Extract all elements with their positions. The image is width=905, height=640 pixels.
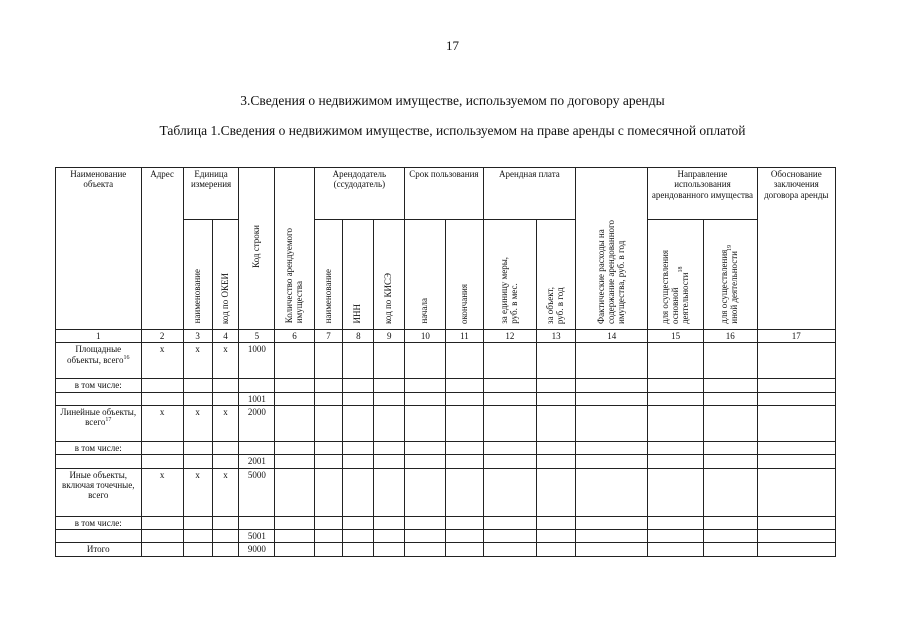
input-cell[interactable]	[314, 392, 343, 405]
rental-property-table	[55, 167, 836, 557]
header-lessor-kise	[374, 220, 405, 330]
input-cell[interactable]	[703, 406, 757, 442]
footnote-18: 18	[677, 266, 684, 273]
input-cell[interactable]	[275, 406, 314, 442]
header-lessor-inn-label: ИНН	[352, 304, 363, 324]
input-cell[interactable]	[537, 406, 576, 442]
header-unit-okei	[212, 220, 239, 330]
input-cell[interactable]	[446, 530, 483, 543]
input-cell[interactable]	[446, 455, 483, 468]
header-lessor-kise-label: код по КИСЭ	[383, 272, 394, 324]
input-cell[interactable]	[374, 530, 405, 543]
header-rent-per-unit-label: за единицу меры, руб. в мес.	[498, 256, 519, 324]
x-mark: x	[183, 468, 212, 516]
table-row-area-item	[56, 392, 836, 405]
input-cell[interactable]	[576, 392, 648, 405]
line-code: 5001	[239, 530, 275, 543]
table-row-area	[56, 343, 836, 379]
col-num: 3	[183, 330, 212, 343]
col-num: 13	[537, 330, 576, 343]
input-cell[interactable]	[446, 392, 483, 405]
input-cell[interactable]	[374, 455, 405, 468]
line-code: 1000	[239, 343, 275, 379]
input-cell[interactable]	[576, 530, 648, 543]
input-cell[interactable]	[483, 455, 537, 468]
col-num: 11	[446, 330, 483, 343]
x-mark: x	[183, 406, 212, 442]
input-cell[interactable]	[576, 343, 648, 379]
header-term-end	[446, 220, 483, 330]
input-cell[interactable]	[405, 468, 446, 516]
input-cell[interactable]	[405, 406, 446, 442]
col-num: 8	[343, 330, 374, 343]
input-cell[interactable]	[374, 468, 405, 516]
row-label: в том числе:	[56, 516, 142, 529]
input-cell[interactable]	[275, 530, 314, 543]
input-cell[interactable]	[314, 530, 343, 543]
input-cell[interactable]	[757, 455, 835, 468]
table-title: Таблица 1.Сведения о недвижимом имуществе, используемом на праве аренды с помесячной оплатой	[159, 123, 746, 138]
footnote-19: 19	[727, 244, 734, 251]
input-cell[interactable]	[703, 455, 757, 468]
col-num: 15	[648, 330, 704, 343]
input-cell[interactable]	[537, 455, 576, 468]
input-cell[interactable]	[648, 543, 704, 556]
input-cell[interactable]	[374, 543, 405, 556]
page-number: 17	[446, 38, 459, 53]
input-cell[interactable]	[576, 406, 648, 442]
col-num: 7	[314, 330, 343, 343]
header-row-1	[56, 168, 836, 220]
input-cell[interactable]	[343, 392, 374, 405]
header-quantity	[275, 168, 314, 330]
x-mark: x	[212, 343, 239, 379]
col-num: 16	[703, 330, 757, 343]
area-label: Площадные объекты, всего	[66, 344, 124, 365]
header-rent-per-object-label: за объект, руб. в год	[545, 286, 566, 324]
input-cell[interactable]	[757, 530, 835, 543]
header-lessor-name	[314, 220, 343, 330]
input-cell[interactable]	[757, 406, 835, 442]
x-mark: x	[141, 468, 183, 516]
section-title: 3.Сведения о недвижимом имуществе, используемом по договору аренды	[240, 93, 665, 108]
line-code: 2001	[239, 455, 275, 468]
line-code: 2000	[239, 406, 275, 442]
input-cell[interactable]	[374, 343, 405, 379]
input-cell[interactable]	[405, 343, 446, 379]
header-name: Наименование объекта	[56, 168, 142, 330]
input-cell[interactable]	[275, 455, 314, 468]
input-cell[interactable]	[483, 468, 537, 516]
table-row-other-sub	[56, 516, 836, 529]
header-unit-okei-label: код по ОКЕИ	[219, 272, 230, 324]
x-mark: x	[212, 468, 239, 516]
header-line-code	[239, 168, 275, 330]
header-unit-name-label: наименование	[191, 269, 202, 324]
input-cell[interactable]	[483, 530, 537, 543]
input-cell[interactable]	[757, 543, 835, 556]
input-cell[interactable]	[314, 455, 343, 468]
header-quantity-label: Количество арендуемого имущества	[283, 228, 304, 324]
linear-label: Линейные объекты, всего	[60, 407, 137, 428]
input-cell[interactable]	[275, 468, 314, 516]
input-cell[interactable]	[374, 406, 405, 442]
input-cell[interactable]	[405, 543, 446, 556]
input-cell[interactable]	[703, 468, 757, 516]
table-row-area-sub	[56, 379, 836, 392]
input-cell[interactable]	[537, 543, 576, 556]
x-mark: x	[212, 406, 239, 442]
col-num: 17	[757, 330, 835, 343]
input-cell[interactable]	[483, 406, 537, 442]
header-rent-per-object	[537, 220, 576, 330]
input-cell[interactable]	[648, 406, 704, 442]
header-lessor: Арендодатель (ссудодатель)	[314, 168, 405, 220]
input-cell[interactable]	[405, 455, 446, 468]
input-cell[interactable]	[757, 343, 835, 379]
footnote-16: 16	[123, 354, 130, 361]
input-cell[interactable]	[648, 343, 704, 379]
input-cell[interactable]	[314, 406, 343, 442]
row-label	[56, 406, 142, 442]
col-num: 6	[275, 330, 314, 343]
row-label: в том числе:	[56, 379, 142, 392]
table-row-linear-sub	[56, 442, 836, 455]
input-cell[interactable]	[446, 543, 483, 556]
input-cell[interactable]	[703, 343, 757, 379]
line-code: 1001	[239, 392, 275, 405]
footnote-17: 17	[105, 417, 112, 424]
input-cell[interactable]	[343, 543, 374, 556]
table-row-linear-item	[56, 455, 836, 468]
direction-other-text: для осуществления иной деятельности	[719, 249, 740, 324]
input-cell[interactable]	[405, 392, 446, 405]
input-cell[interactable]	[483, 343, 537, 379]
line-code: 5000	[239, 468, 275, 516]
input-cell[interactable]	[275, 543, 314, 556]
row-label: Итого	[56, 543, 142, 556]
input-cell[interactable]	[576, 543, 648, 556]
table-row-other	[56, 468, 836, 516]
col-num: 2	[141, 330, 183, 343]
header-unit-name	[183, 220, 212, 330]
input-cell[interactable]	[648, 468, 704, 516]
header-direction-other	[703, 220, 757, 330]
input-cell[interactable]	[483, 392, 537, 405]
input-cell[interactable]	[446, 343, 483, 379]
input-cell[interactable]	[446, 468, 483, 516]
input-cell[interactable]	[537, 468, 576, 516]
input-cell[interactable]	[576, 468, 648, 516]
input-cell[interactable]	[483, 543, 537, 556]
input-cell[interactable]	[703, 543, 757, 556]
input-cell[interactable]	[343, 455, 374, 468]
x-mark: x	[183, 343, 212, 379]
input-cell[interactable]	[405, 530, 446, 543]
input-cell[interactable]	[757, 392, 835, 405]
header-term-end-label: окончания	[458, 283, 469, 324]
col-num: 5	[239, 330, 275, 343]
input-cell[interactable]	[703, 530, 757, 543]
header-direction: Направление использования арендованного имущества	[648, 168, 757, 220]
col-num: 10	[405, 330, 446, 343]
row-label	[56, 343, 142, 379]
col-num: 12	[483, 330, 537, 343]
x-mark: x	[141, 343, 183, 379]
input-cell[interactable]	[314, 468, 343, 516]
header-justification: Обоснование заключения договора аренды	[757, 168, 835, 330]
input-cell[interactable]	[314, 343, 343, 379]
header-direction-main-label	[661, 250, 691, 324]
input-cell[interactable]	[374, 392, 405, 405]
input-cell[interactable]	[576, 455, 648, 468]
input-cell[interactable]	[537, 343, 576, 379]
input-cell[interactable]	[343, 343, 374, 379]
line-code: 9000	[239, 543, 275, 556]
header-rent-per-unit	[483, 220, 537, 330]
header-lessor-inn	[343, 220, 374, 330]
header-direction-main	[648, 220, 704, 330]
direction-main-text: для осуществления основной деятельности	[659, 249, 690, 324]
col-num: 14	[576, 330, 648, 343]
table-row-other-item	[56, 530, 836, 543]
input-cell[interactable]	[446, 406, 483, 442]
header-actual-costs	[576, 168, 648, 330]
header-term-start	[405, 220, 446, 330]
header-line-code-label: Код строки	[250, 225, 261, 269]
input-cell[interactable]	[648, 392, 704, 405]
header-term-start-label: начала	[419, 298, 430, 324]
input-cell[interactable]	[537, 530, 576, 543]
header-lessor-name-label: наименование	[322, 269, 333, 324]
input-cell[interactable]	[648, 455, 704, 468]
input-cell[interactable]	[343, 406, 374, 442]
input-cell[interactable]	[703, 392, 757, 405]
col-num: 4	[212, 330, 239, 343]
input-cell[interactable]	[275, 392, 314, 405]
input-cell[interactable]	[343, 530, 374, 543]
col-num: 1	[56, 330, 142, 343]
header-address: Адрес	[141, 168, 183, 330]
column-numbers-row	[56, 330, 836, 343]
col-num: 9	[374, 330, 405, 343]
input-cell[interactable]	[537, 392, 576, 405]
table-row-total	[56, 543, 836, 556]
header-term: Срок пользования	[405, 168, 483, 220]
input-cell[interactable]	[275, 343, 314, 379]
row-label: Иные объекты, включая точечные, всего	[56, 468, 142, 516]
header-direction-other-label	[720, 245, 740, 324]
input-cell[interactable]	[314, 543, 343, 556]
input-cell[interactable]	[343, 468, 374, 516]
header-actual-costs-label: Фактические расходы на содержание арендованного имущества, руб. в год	[595, 219, 626, 324]
header-unit: Единица измерения	[183, 168, 239, 220]
input-cell[interactable]	[648, 530, 704, 543]
header-rent: Арендная плата	[483, 168, 576, 220]
table-row-linear	[56, 406, 836, 442]
row-label: в том числе:	[56, 442, 142, 455]
x-mark: x	[141, 406, 183, 442]
input-cell[interactable]	[757, 468, 835, 516]
